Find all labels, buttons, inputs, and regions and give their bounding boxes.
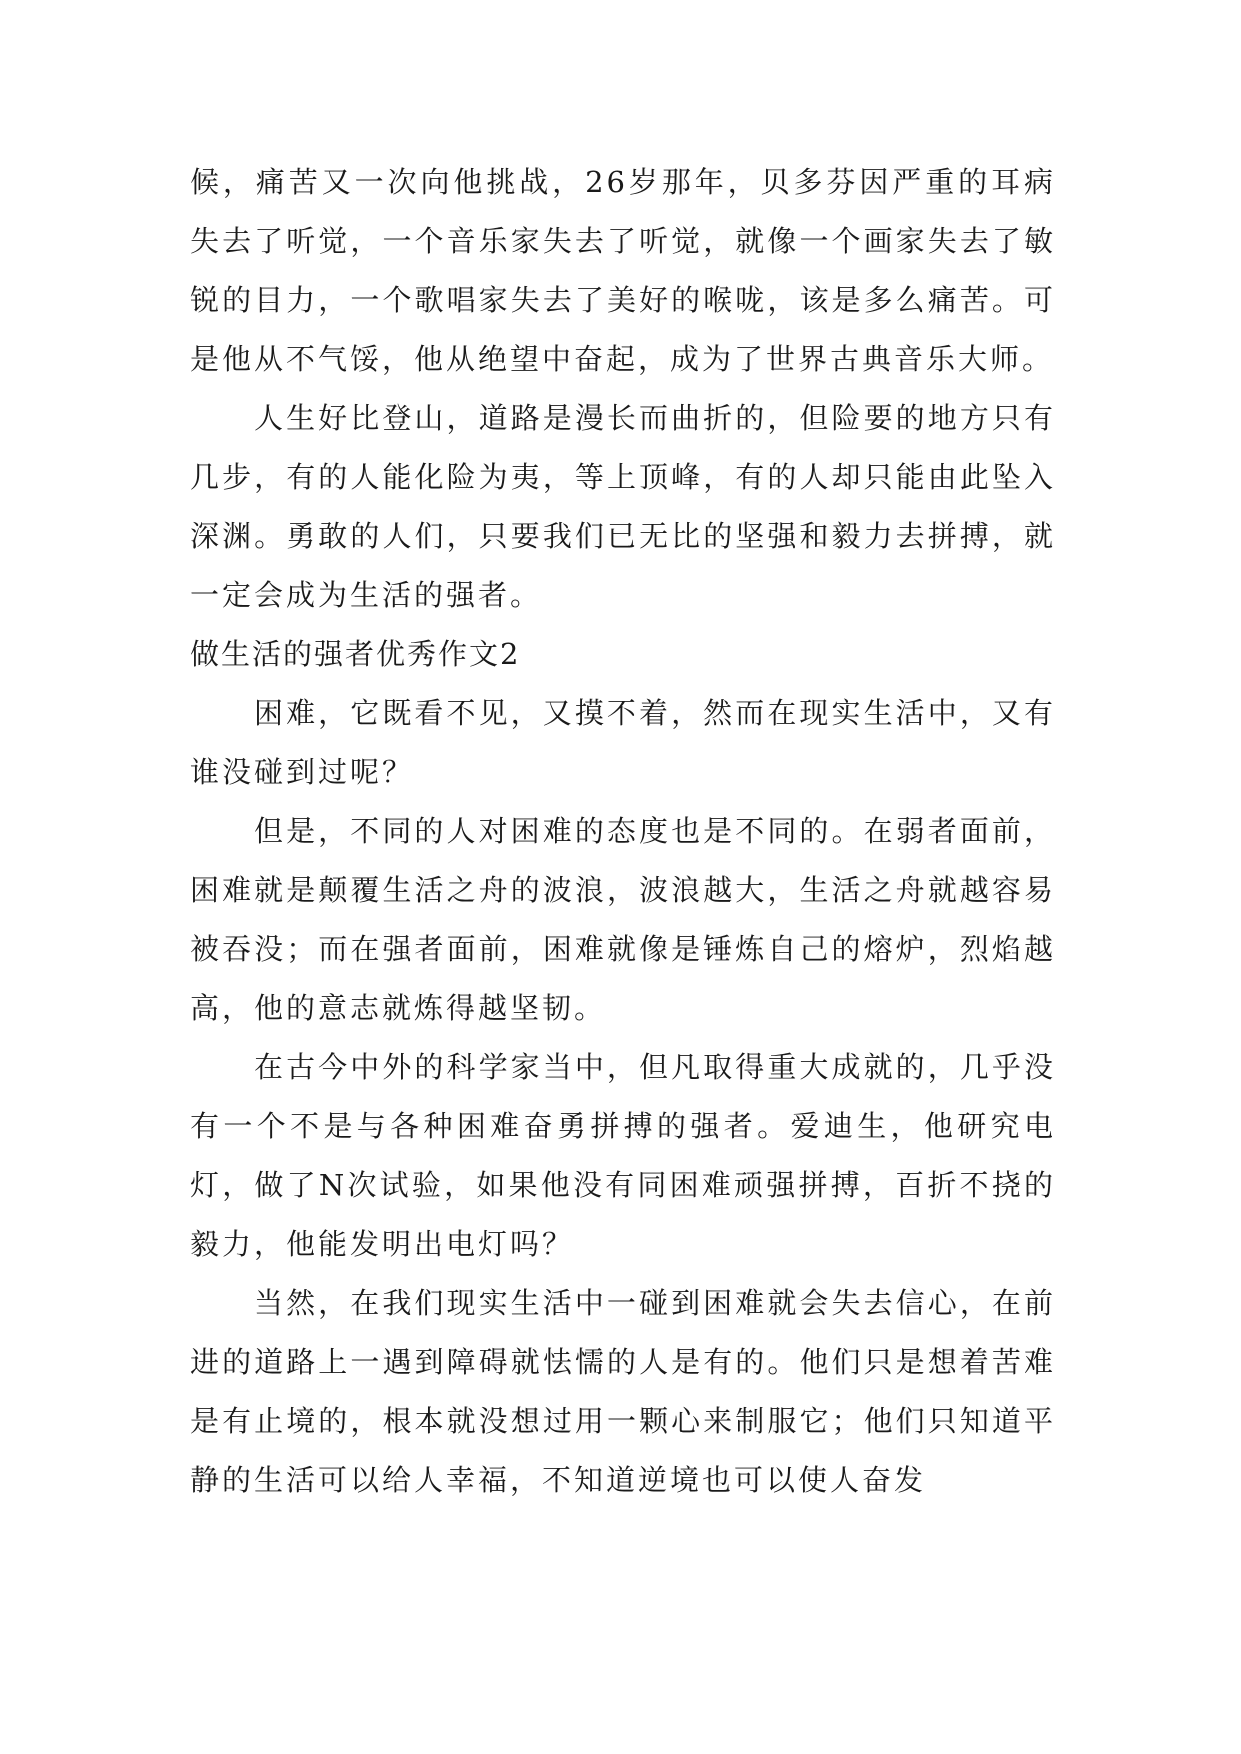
paragraph-weak-vs-strong: 但是，不同的人对困难的态度也是不同的。在弱者面前，困难就是颠覆生活之舟的波浪，波浪越大，生活之舟就越容易被吞没；而在强者面前，困难就像是锤炼自己的熔炉，烈焰越高，他的意志就炼得越坚韧。 xyxy=(190,814,1056,1025)
paragraph-difficulty-intro: 困难，它既看不见，又摸不着，然而在现实生活中，又有谁没碰到过呢？ xyxy=(190,696,1056,789)
paragraph-losing-confidence: 当然，在我们现实生活中一碰到困难就会失去信心，在前进的道路上一遇到障碍就怯懦的人是有的。他们只是想着苦难是有止境的，根本就没想过用一颗心来制服它；他们只知道平静的生活可以给人幸福，不知道逆境也可以使人奋发 xyxy=(190,1286,1056,1497)
paragraph-beethoven: 候，痛苦又一次向他挑战，26岁那年，贝多芬因严重的耳病失去了听觉，一个音乐家失去了听觉，就像一个画家失去了敏锐的目力，一个歌唱家失去了美好的喉咙，该是多么痛苦。可是他从不气馁，他从绝望中奋起，成为了世界古典音乐大师。 xyxy=(190,165,1056,376)
paragraph-edison: 在古今中外的科学家当中，但凡取得重大成就的，几乎没有一个不是与各种困难奋勇拼搏的强者。爱迪生，他研究电灯，做了N次试验，如果他没有同困难顽强拼搏，百折不挠的毅力，他能发明出电灯吗？ xyxy=(190,1050,1056,1261)
paragraph-mountain-climbing: 人生好比登山，道路是漫长而曲折的，但险要的地方只有几步，有的人能化险为夷，等上顶峰，有的人却只能由此坠入深渊。勇敢的人们，只要我们已无比的坚强和毅力去拼搏，就一定会成为生活的强者。 xyxy=(190,401,1056,612)
document-body xyxy=(190,153,1056,1510)
section-heading: 做生活的强者优秀作文2 xyxy=(190,637,521,671)
